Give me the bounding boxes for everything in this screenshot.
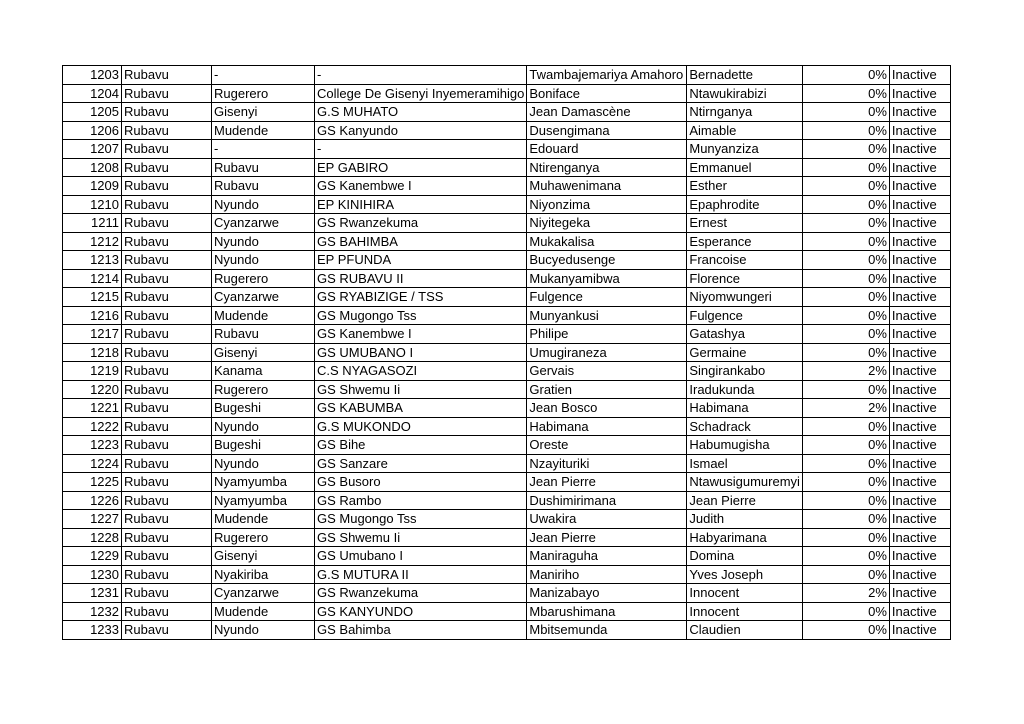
cell-first-name: Ismael xyxy=(687,454,803,473)
cell-sector: Bugeshi xyxy=(212,399,315,418)
cell-district: Rubavu xyxy=(122,510,212,529)
cell-sector: Cyanzarwe xyxy=(212,214,315,233)
cell-first-name: Florence xyxy=(687,269,803,288)
table-row xyxy=(63,380,951,399)
cell-status: Inactive xyxy=(889,621,950,640)
cell-status: Inactive xyxy=(889,602,950,621)
cell-sector: Gisenyi xyxy=(212,547,315,566)
cell-school: GS Mugongo Tss xyxy=(315,510,527,529)
cell-district: Rubavu xyxy=(122,84,212,103)
cell-percent: 0% xyxy=(802,621,889,640)
table-row xyxy=(63,214,951,233)
cell-district: Rubavu xyxy=(122,103,212,122)
cell-district: Rubavu xyxy=(122,528,212,547)
cell-district: Rubavu xyxy=(122,306,212,325)
cell-status: Inactive xyxy=(889,473,950,492)
cell-status: Inactive xyxy=(889,547,950,566)
cell-first-name: Germaine xyxy=(687,343,803,362)
cell-last-name: Jean Pierre xyxy=(527,528,687,547)
table-body xyxy=(63,66,951,640)
cell-last-name: Ntirenganya xyxy=(527,158,687,177)
cell-sector: Gisenyi xyxy=(212,103,315,122)
cell-district: Rubavu xyxy=(122,158,212,177)
cell-status: Inactive xyxy=(889,565,950,584)
cell-first-name: Jean Pierre xyxy=(687,491,803,510)
cell-status: Inactive xyxy=(889,325,950,344)
cell-status: Inactive xyxy=(889,584,950,603)
cell-sector: Nyakiriba xyxy=(212,565,315,584)
cell-id: 1228 xyxy=(63,528,122,547)
cell-first-name: Claudien xyxy=(687,621,803,640)
cell-id: 1227 xyxy=(63,510,122,529)
cell-status: Inactive xyxy=(889,140,950,159)
cell-school: GS Rambo xyxy=(315,491,527,510)
cell-sector: Rugerero xyxy=(212,380,315,399)
cell-percent: 0% xyxy=(802,121,889,140)
cell-percent: 0% xyxy=(802,232,889,251)
cell-school: GS Bihe xyxy=(315,436,527,455)
cell-district: Rubavu xyxy=(122,325,212,344)
cell-first-name: Bernadette xyxy=(687,66,803,85)
cell-sector: Mudende xyxy=(212,121,315,140)
cell-school: GS Rwanzekuma xyxy=(315,584,527,603)
cell-id: 1230 xyxy=(63,565,122,584)
cell-id: 1226 xyxy=(63,491,122,510)
cell-school: GS Shwemu Ii xyxy=(315,380,527,399)
cell-sector: - xyxy=(212,66,315,85)
cell-first-name: Habimana xyxy=(687,399,803,418)
table-row xyxy=(63,454,951,473)
cell-last-name: Uwakira xyxy=(527,510,687,529)
cell-school: GS Shwemu Ii xyxy=(315,528,527,547)
cell-last-name: Umugiraneza xyxy=(527,343,687,362)
table-row xyxy=(63,84,951,103)
table-row xyxy=(63,491,951,510)
cell-district: Rubavu xyxy=(122,121,212,140)
cell-last-name: Niyitegeka xyxy=(527,214,687,233)
cell-sector: Rubavu xyxy=(212,177,315,196)
cell-sector: Bugeshi xyxy=(212,436,315,455)
cell-percent: 2% xyxy=(802,584,889,603)
cell-percent: 0% xyxy=(802,103,889,122)
cell-first-name: Schadrack xyxy=(687,417,803,436)
table-row xyxy=(63,325,951,344)
cell-status: Inactive xyxy=(889,436,950,455)
cell-percent: 0% xyxy=(802,380,889,399)
cell-percent: 0% xyxy=(802,436,889,455)
cell-district: Rubavu xyxy=(122,473,212,492)
cell-first-name: Domina xyxy=(687,547,803,566)
cell-last-name: Maniraguha xyxy=(527,547,687,566)
cell-id: 1221 xyxy=(63,399,122,418)
cell-last-name: Mukanyamibwa xyxy=(527,269,687,288)
table-row xyxy=(63,510,951,529)
cell-status: Inactive xyxy=(889,251,950,270)
cell-school: GS RYABIZIGE / TSS xyxy=(315,288,527,307)
cell-district: Rubavu xyxy=(122,399,212,418)
cell-school: GS Rwanzekuma xyxy=(315,214,527,233)
cell-percent: 0% xyxy=(802,195,889,214)
cell-district: Rubavu xyxy=(122,251,212,270)
cell-school: GS RUBAVU II xyxy=(315,269,527,288)
cell-id: 1212 xyxy=(63,232,122,251)
cell-last-name: Nzayituriki xyxy=(527,454,687,473)
cell-school: GS Sanzare xyxy=(315,454,527,473)
cell-status: Inactive xyxy=(889,528,950,547)
cell-percent: 0% xyxy=(802,288,889,307)
cell-last-name: Mukakalisa xyxy=(527,232,687,251)
table-row xyxy=(63,362,951,381)
cell-sector: Mudende xyxy=(212,602,315,621)
cell-sector: Mudende xyxy=(212,510,315,529)
cell-percent: 0% xyxy=(802,84,889,103)
cell-first-name: Niyomwungeri xyxy=(687,288,803,307)
cell-first-name: Aimable xyxy=(687,121,803,140)
cell-id: 1204 xyxy=(63,84,122,103)
cell-status: Inactive xyxy=(889,195,950,214)
cell-last-name: Maniriho xyxy=(527,565,687,584)
cell-last-name: Oreste xyxy=(527,436,687,455)
cell-school: EP PFUNDA xyxy=(315,251,527,270)
cell-sector: Nyamyumba xyxy=(212,473,315,492)
table-row xyxy=(63,103,951,122)
cell-first-name: Esperance xyxy=(687,232,803,251)
cell-percent: 0% xyxy=(802,306,889,325)
table-row xyxy=(63,547,951,566)
cell-status: Inactive xyxy=(889,491,950,510)
cell-sector: Rugerero xyxy=(212,84,315,103)
table-row xyxy=(63,473,951,492)
cell-id: 1211 xyxy=(63,214,122,233)
cell-id: 1208 xyxy=(63,158,122,177)
table-row xyxy=(63,140,951,159)
cell-percent: 0% xyxy=(802,140,889,159)
cell-id: 1216 xyxy=(63,306,122,325)
cell-last-name: Gratien xyxy=(527,380,687,399)
table-row xyxy=(63,399,951,418)
cell-first-name: Ntirnganya xyxy=(687,103,803,122)
cell-school: GS KANYUNDO xyxy=(315,602,527,621)
cell-school: GS UMUBANO I xyxy=(315,343,527,362)
cell-first-name: Habumugisha xyxy=(687,436,803,455)
cell-status: Inactive xyxy=(889,103,950,122)
cell-district: Rubavu xyxy=(122,195,212,214)
cell-id: 1207 xyxy=(63,140,122,159)
cell-id: 1210 xyxy=(63,195,122,214)
cell-district: Rubavu xyxy=(122,177,212,196)
cell-first-name: Iradukunda xyxy=(687,380,803,399)
cell-district: Rubavu xyxy=(122,343,212,362)
table-row xyxy=(63,565,951,584)
cell-last-name: Habimana xyxy=(527,417,687,436)
cell-percent: 0% xyxy=(802,158,889,177)
table-row xyxy=(63,528,951,547)
cell-school: GS Mugongo Tss xyxy=(315,306,527,325)
cell-percent: 0% xyxy=(802,214,889,233)
cell-id: 1232 xyxy=(63,602,122,621)
cell-id: 1218 xyxy=(63,343,122,362)
cell-status: Inactive xyxy=(889,362,950,381)
cell-percent: 0% xyxy=(802,417,889,436)
cell-district: Rubavu xyxy=(122,454,212,473)
cell-sector: Rugerero xyxy=(212,269,315,288)
cell-first-name: Epaphrodite xyxy=(687,195,803,214)
cell-sector: Nyundo xyxy=(212,195,315,214)
records-table xyxy=(62,65,951,640)
cell-id: 1206 xyxy=(63,121,122,140)
cell-id: 1233 xyxy=(63,621,122,640)
cell-last-name: Niyonzima xyxy=(527,195,687,214)
cell-last-name: Dusengimana xyxy=(527,121,687,140)
cell-status: Inactive xyxy=(889,343,950,362)
cell-district: Rubavu xyxy=(122,417,212,436)
cell-school: G.S MUHATO xyxy=(315,103,527,122)
cell-percent: 0% xyxy=(802,547,889,566)
cell-school: GS Kanembwe I xyxy=(315,177,527,196)
cell-id: 1225 xyxy=(63,473,122,492)
table-row xyxy=(63,288,951,307)
cell-last-name: Boniface xyxy=(527,84,687,103)
cell-sector: Cyanzarwe xyxy=(212,584,315,603)
cell-percent: 0% xyxy=(802,602,889,621)
cell-first-name: Emmanuel xyxy=(687,158,803,177)
cell-status: Inactive xyxy=(889,121,950,140)
cell-percent: 0% xyxy=(802,325,889,344)
cell-first-name: Esther xyxy=(687,177,803,196)
cell-status: Inactive xyxy=(889,306,950,325)
cell-first-name: Judith xyxy=(687,510,803,529)
cell-first-name: Fulgence xyxy=(687,306,803,325)
table-row xyxy=(63,343,951,362)
cell-school: GS Bahimba xyxy=(315,621,527,640)
cell-percent: 0% xyxy=(802,177,889,196)
cell-first-name: Gatashya xyxy=(687,325,803,344)
cell-sector: Nyundo xyxy=(212,417,315,436)
cell-percent: 2% xyxy=(802,362,889,381)
cell-status: Inactive xyxy=(889,232,950,251)
cell-id: 1205 xyxy=(63,103,122,122)
cell-school: GS BAHIMBA xyxy=(315,232,527,251)
cell-status: Inactive xyxy=(889,399,950,418)
cell-district: Rubavu xyxy=(122,140,212,159)
cell-sector: Rubavu xyxy=(212,325,315,344)
cell-status: Inactive xyxy=(889,84,950,103)
cell-id: 1203 xyxy=(63,66,122,85)
cell-school: GS Kanembwe I xyxy=(315,325,527,344)
cell-percent: 0% xyxy=(802,491,889,510)
cell-percent: 0% xyxy=(802,565,889,584)
cell-id: 1220 xyxy=(63,380,122,399)
cell-district: Rubavu xyxy=(122,436,212,455)
cell-status: Inactive xyxy=(889,269,950,288)
cell-status: Inactive xyxy=(889,177,950,196)
table-row xyxy=(63,417,951,436)
cell-percent: 0% xyxy=(802,269,889,288)
cell-status: Inactive xyxy=(889,417,950,436)
cell-id: 1224 xyxy=(63,454,122,473)
cell-id: 1222 xyxy=(63,417,122,436)
table-row xyxy=(63,621,951,640)
cell-percent: 0% xyxy=(802,66,889,85)
cell-percent: 0% xyxy=(802,251,889,270)
cell-district: Rubavu xyxy=(122,362,212,381)
cell-first-name: Ntawukirabizi xyxy=(687,84,803,103)
cell-id: 1215 xyxy=(63,288,122,307)
cell-school: - xyxy=(315,140,527,159)
cell-first-name: Singirankabo xyxy=(687,362,803,381)
cell-status: Inactive xyxy=(889,510,950,529)
cell-district: Rubavu xyxy=(122,380,212,399)
cell-last-name: Jean Damascène xyxy=(527,103,687,122)
cell-last-name: Dushimirimana xyxy=(527,491,687,510)
cell-last-name: Mbarushimana xyxy=(527,602,687,621)
cell-status: Inactive xyxy=(889,214,950,233)
cell-sector: Cyanzarwe xyxy=(212,288,315,307)
table-row xyxy=(63,269,951,288)
cell-school: C.S NYAGASOZI xyxy=(315,362,527,381)
cell-id: 1229 xyxy=(63,547,122,566)
table-row xyxy=(63,436,951,455)
cell-school: GS Umubano I xyxy=(315,547,527,566)
cell-first-name: Ernest xyxy=(687,214,803,233)
cell-status: Inactive xyxy=(889,454,950,473)
cell-school: EP GABIRO xyxy=(315,158,527,177)
cell-last-name: Manizabayo xyxy=(527,584,687,603)
cell-percent: 0% xyxy=(802,343,889,362)
cell-sector: Rubavu xyxy=(212,158,315,177)
cell-district: Rubavu xyxy=(122,214,212,233)
cell-last-name: Bucyedusenge xyxy=(527,251,687,270)
cell-first-name: Munyanziza xyxy=(687,140,803,159)
cell-first-name: Innocent xyxy=(687,602,803,621)
cell-last-name: Edouard xyxy=(527,140,687,159)
cell-id: 1219 xyxy=(63,362,122,381)
cell-district: Rubavu xyxy=(122,491,212,510)
cell-district: Rubavu xyxy=(122,288,212,307)
table-row xyxy=(63,66,951,85)
cell-district: Rubavu xyxy=(122,269,212,288)
table-row xyxy=(63,251,951,270)
table-row xyxy=(63,584,951,603)
cell-status: Inactive xyxy=(889,66,950,85)
cell-last-name: Gervais xyxy=(527,362,687,381)
cell-id: 1231 xyxy=(63,584,122,603)
cell-first-name: Ntawusigumuremyi xyxy=(687,473,803,492)
cell-sector: Rugerero xyxy=(212,528,315,547)
cell-district: Rubavu xyxy=(122,602,212,621)
cell-id: 1214 xyxy=(63,269,122,288)
cell-school: GS Busoro xyxy=(315,473,527,492)
cell-sector: Nyundo xyxy=(212,232,315,251)
cell-school: G.S MUTURA II xyxy=(315,565,527,584)
cell-district: Rubavu xyxy=(122,547,212,566)
cell-sector: Nyundo xyxy=(212,454,315,473)
cell-school: - xyxy=(315,66,527,85)
cell-id: 1223 xyxy=(63,436,122,455)
cell-sector: Nyundo xyxy=(212,621,315,640)
cell-district: Rubavu xyxy=(122,621,212,640)
cell-percent: 0% xyxy=(802,454,889,473)
cell-sector: Nyundo xyxy=(212,251,315,270)
cell-sector: Nyamyumba xyxy=(212,491,315,510)
cell-school: College De Gisenyi Inyemeramihigo xyxy=(315,84,527,103)
cell-school: EP KINIHIRA xyxy=(315,195,527,214)
cell-school: GS Kanyundo xyxy=(315,121,527,140)
cell-district: Rubavu xyxy=(122,565,212,584)
cell-percent: 2% xyxy=(802,399,889,418)
cell-last-name: Fulgence xyxy=(527,288,687,307)
table-row xyxy=(63,232,951,251)
cell-sector: Kanama xyxy=(212,362,315,381)
cell-last-name: Jean Pierre xyxy=(527,473,687,492)
table-row xyxy=(63,602,951,621)
cell-first-name: Habyarimana xyxy=(687,528,803,547)
cell-district: Rubavu xyxy=(122,66,212,85)
table-row xyxy=(63,121,951,140)
cell-sector: Gisenyi xyxy=(212,343,315,362)
cell-last-name: Mbitsemunda xyxy=(527,621,687,640)
cell-first-name: Innocent xyxy=(687,584,803,603)
cell-status: Inactive xyxy=(889,158,950,177)
cell-id: 1209 xyxy=(63,177,122,196)
cell-sector: - xyxy=(212,140,315,159)
table-row xyxy=(63,158,951,177)
cell-last-name: Munyankusi xyxy=(527,306,687,325)
cell-last-name: Philipe xyxy=(527,325,687,344)
cell-status: Inactive xyxy=(889,380,950,399)
cell-school: GS KABUMBA xyxy=(315,399,527,418)
cell-first-name: Francoise xyxy=(687,251,803,270)
cell-district: Rubavu xyxy=(122,232,212,251)
cell-id: 1217 xyxy=(63,325,122,344)
cell-last-name: Jean Bosco xyxy=(527,399,687,418)
cell-sector: Mudende xyxy=(212,306,315,325)
cell-id: 1213 xyxy=(63,251,122,270)
cell-percent: 0% xyxy=(802,473,889,492)
cell-last-name: Muhawenimana xyxy=(527,177,687,196)
cell-first-name: Yves Joseph xyxy=(687,565,803,584)
table-row xyxy=(63,306,951,325)
cell-percent: 0% xyxy=(802,510,889,529)
cell-last-name: Twambajemariya Amahoro xyxy=(527,66,687,85)
cell-district: Rubavu xyxy=(122,584,212,603)
cell-percent: 0% xyxy=(802,528,889,547)
table-row xyxy=(63,195,951,214)
cell-status: Inactive xyxy=(889,288,950,307)
cell-school: G.S MUKONDO xyxy=(315,417,527,436)
table-row xyxy=(63,177,951,196)
